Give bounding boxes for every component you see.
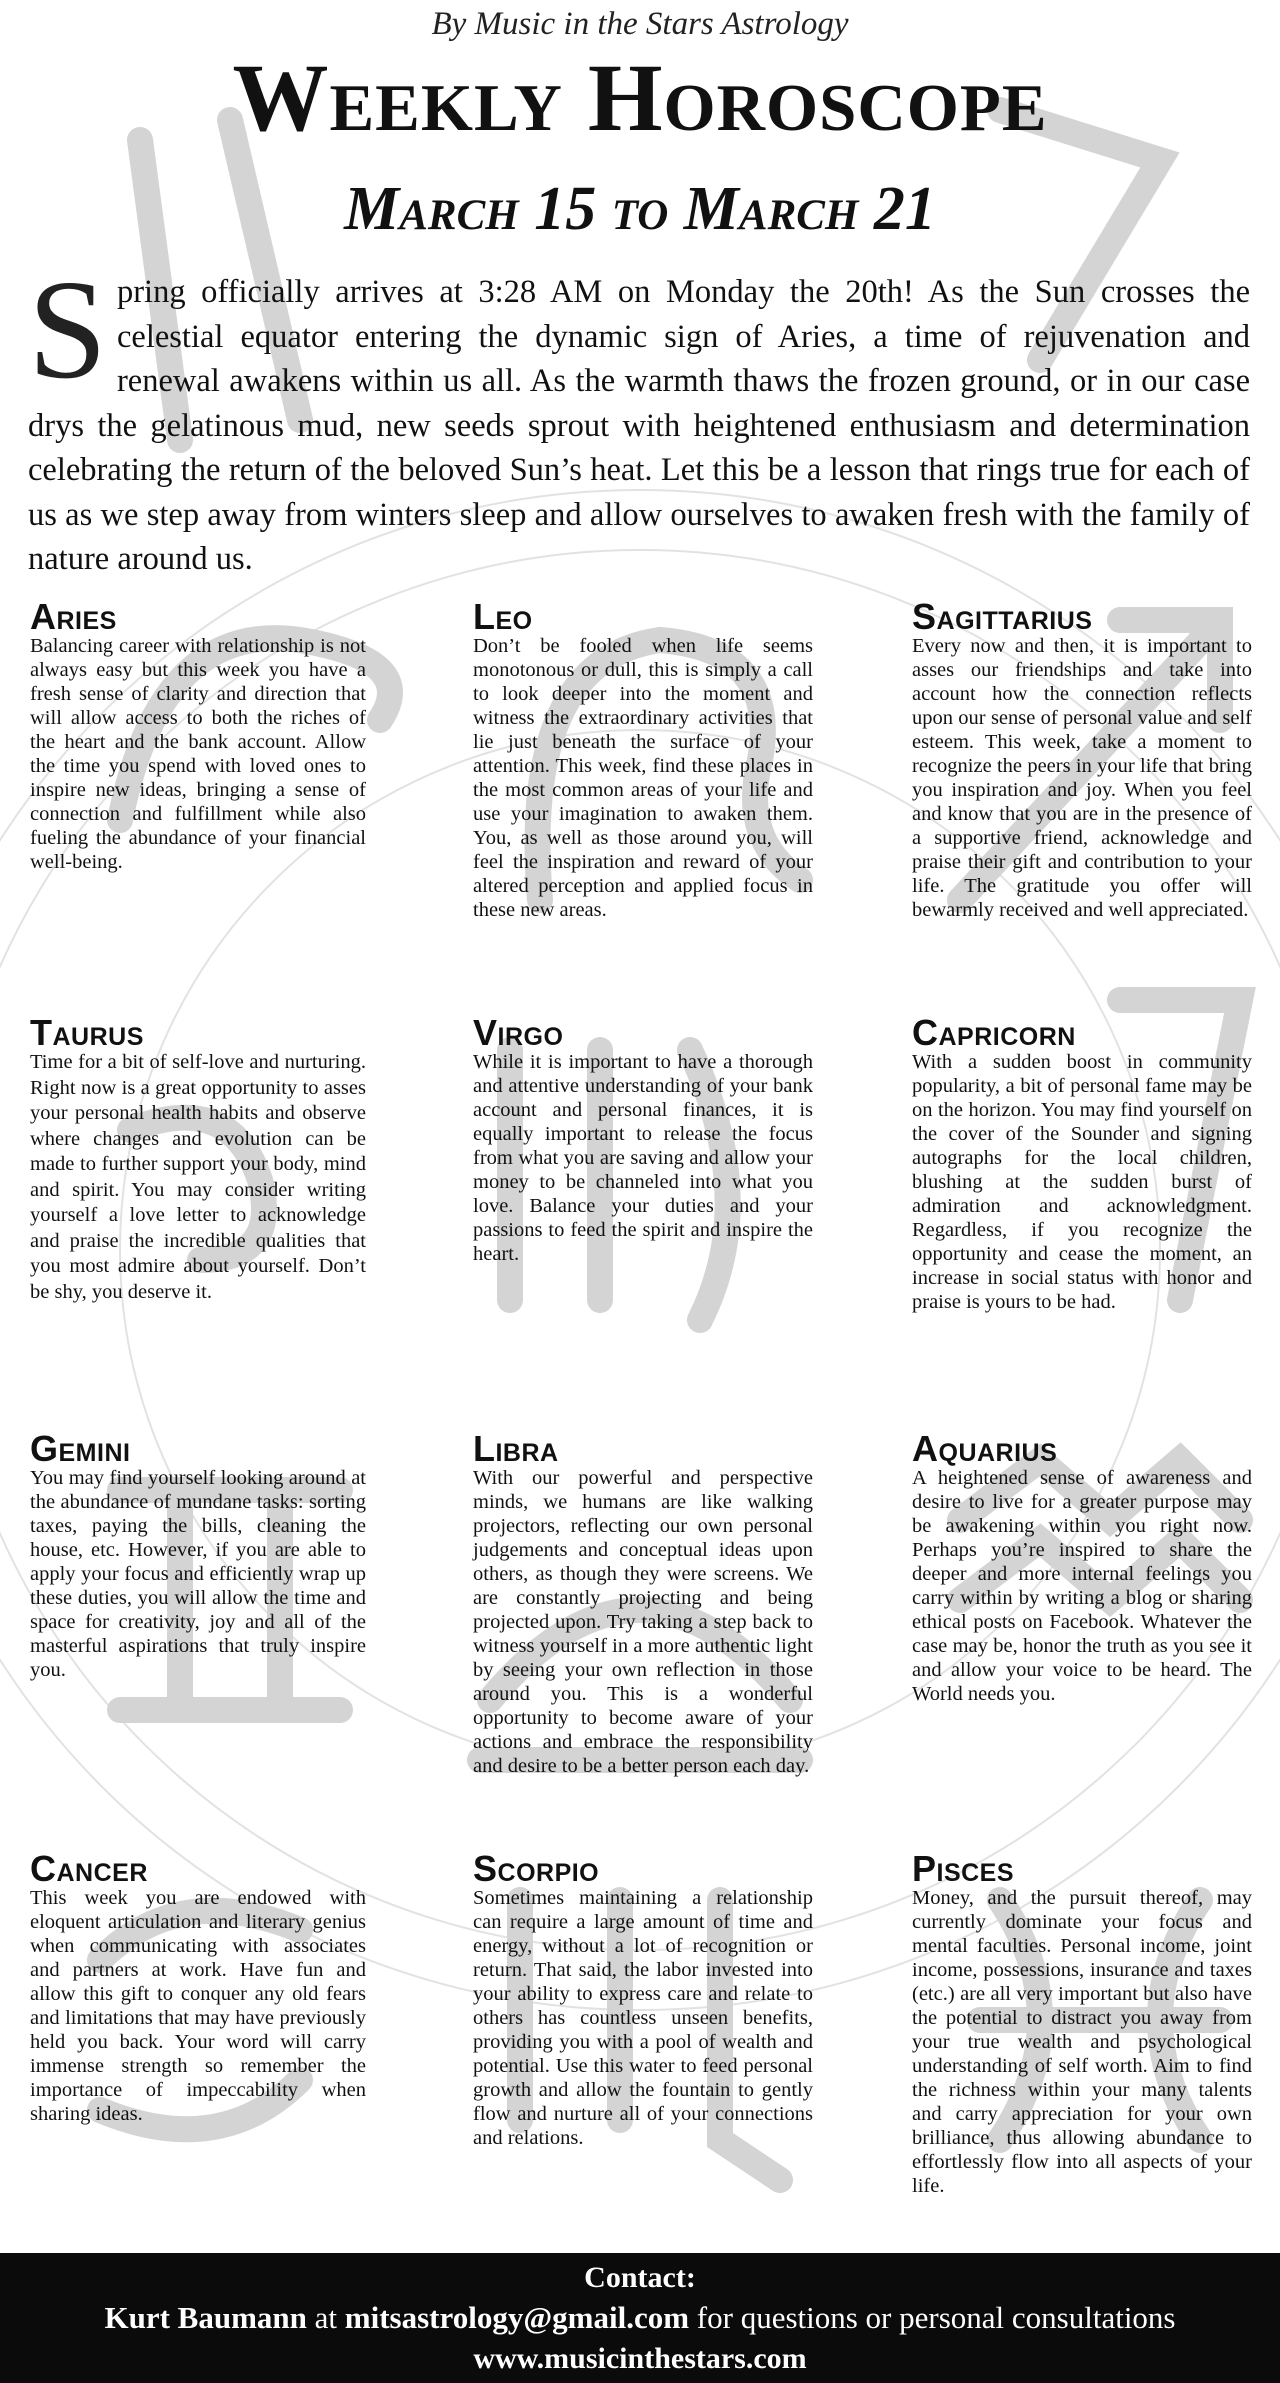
intro-dropcap: S: [28, 250, 107, 408]
sign-text-cancer: This week you are endowed with eloquent articulation and literary genius when communicating with associates and partners at work. Have fun and allow this gift to conquer any old fears and limitations that may have previously held you back. Your word will carry immense strength so remember the importance of impeccability when sharing ideas.: [30, 1887, 366, 2125]
sign-title-capricorn: Capricorn: [912, 1012, 1076, 1053]
page-title: Weekly Horoscope: [232, 44, 1048, 151]
sign-title-sagittarius: Sagittarius: [912, 596, 1093, 637]
sign-title-scorpio: Scorpio: [473, 1848, 600, 1889]
sign-text-sagittarius: Every now and then, it is important to asses our friendships and take into account how the connection reflects upon our sense of personal value and self esteem. This week, take a moment to recognize the peers in your life that bring you inspiration and joy. When you feel and know that you are in the presence of a supportive friend, acknowledge and praise their gift and contribution to your life. The gratitude you offer will bewarmly received and well appreciated.: [912, 635, 1252, 921]
byline: By Music in the Stars Astrology: [431, 6, 849, 42]
sign-taurus: [30, 1012, 366, 1305]
sign-text-taurus: Time for a bit of self-love and nurturing. Right now is a great opportunity to asses your personal health habits and observe where changes and evolution can be made to further support your body, mind and spirit. You may consider writing yourself a love letter to acknowledge and praise the incredible qualities that you most admire about yourself. Don’t be shy, you deserve it.: [30, 1051, 366, 1303]
sign-text-capricorn: With a sudden boost in community popularity, a bit of personal fame may be on the horizon. You may find yourself on the cover of the Sounder and signing autographs for the local children, blushing at the sudden burst of admiration and acknowledgment. Regardless, if you recognize the opportunity and cease the moment, an increase in social status with honor and praise is yours to be had.: [912, 1051, 1252, 1313]
sign-text-aries: Balancing career with relationship is not always easy but this week you have a fresh sense of clarity and direction that will allow access to both the riches of the heart and the bank account. Allow the time you spend with loved ones to inspire new ideas, bringing a sense of connection and fulfillment while also fueling the abundance of your financial well-being.: [30, 635, 366, 873]
sign-sagittarius: [912, 596, 1252, 922]
sign-text-pisces: Money, and the pursuit thereof, may currently dominate your focus and mental faculties. Personal income, joint income, possessions, insurance and taxes (etc.) are all very important but also have the potential to distract you away from your true wealth and psychological understanding of self worth. Aim to find the richness within your many talents and carry appreciation for your own brilliance, thus allowing abundance to effortlessly flow into all aspects of your life.: [912, 1887, 1252, 2197]
intro-text: pring officially arrives at 3:28 AM on Monday the 20th! As the Sun crosses the celestial equator entering the dynamic sign of Aries, a time of rejuvenation and renewal awakens within us all. As the warmth thaws the frozen ground, or in our case drys the gelatinous mud, new seeds sprout with heightened enthusiasm and determination celebrating the return of the beloved Sun’s heat. Let this be a lesson that rings true for each of us as we step away from winters sleep and allow ourselves to awaken fresh with the family of nature around us.: [28, 274, 1250, 577]
sign-title-aquarius: Aquarius: [912, 1428, 1058, 1469]
sign-scorpio: [473, 1848, 813, 2150]
sign-aries: [30, 596, 366, 874]
sign-title-taurus: Taurus: [30, 1012, 144, 1053]
sign-text-aquarius: A heightened sense of awareness and desire to live for a greater purpose may be awakening within you right now. Perhaps you’re inspired to share the deeper and more internal feelings you carry within by writing a blog or sharing ethical posts on Facebook. Whatever the case may be, honor the truth as you see it and allow your voice to be heard. The World needs you.: [912, 1467, 1252, 1705]
contact-at: at: [314, 2300, 338, 2335]
sign-capricorn: [912, 1012, 1252, 1314]
sign-text-gemini: You may find yourself looking around at the abundance of mundane tasks: sorting taxes, paying the bills, cleaning the house, etc. However, if you are able to apply your focus and efficiently wrap up these duties, you will allow the time and space for creativity, joy and all of the masterful aspirations that truly inspire you.: [30, 1467, 366, 1681]
sign-gemini: [30, 1428, 366, 1682]
website-link[interactable]: www.musicinthestars.com: [473, 2342, 807, 2375]
sign-title-gemini: Gemini: [30, 1428, 131, 1469]
sign-title-pisces: Pisces: [912, 1848, 1015, 1889]
sign-cancer: [30, 1848, 366, 2126]
sign-title-aries: Aries: [30, 596, 117, 637]
sign-title-cancer: Cancer: [30, 1848, 148, 1889]
contact-email-link[interactable]: mitsastrology@gmail.com: [344, 2300, 690, 2335]
sign-text-leo: Don’t be fooled when life seems monotonous or dull, this is simply a call to look deeper into the moment and witness the extraordinary activities that lie just beneath the surface of your attention. This week, find these places in the most common areas of your life and use your imagination to awaken them. You, as well as those around you, will feel the inspiration and reward of your altered perception and applied focus in these new areas.: [473, 635, 813, 921]
contact-footer: [0, 2253, 1280, 2383]
sign-libra: [473, 1428, 813, 1778]
sign-aquarius: [912, 1428, 1252, 1706]
sign-title-libra: Libra: [473, 1428, 559, 1469]
contact-line: [0, 2300, 1280, 2336]
sign-leo: [473, 596, 813, 922]
sign-text-virgo: While it is important to have a thorough and attentive understanding of your bank account and personal finances, it is equally important to release the focus from what you are saving and allow your money to be channeled into what you love. Balance your duties and your passions to feed the spirit and inspire the heart.: [473, 1051, 813, 1265]
contact-name: Kurt Baumann: [104, 2300, 307, 2335]
sign-title-virgo: Virgo: [473, 1012, 564, 1053]
sign-virgo: [473, 1012, 813, 1266]
contact-heading: Contact:: [584, 2261, 696, 2294]
intro-paragraph: [28, 250, 1250, 582]
contact-suffix: for questions or personal consultations: [696, 2300, 1176, 2335]
sign-title-leo: Leo: [473, 596, 533, 637]
sign-text-scorpio: Sometimes maintaining a relationship can require a large amount of time and energy, without a lot of recognition or return. That said, the labor invested into your ability to express care and relate to others has countless unseen benefits, providing you with a pool of wealth and potential. Use this water to feed personal growth and allow the fountain to gently flow and nurture all of your connections and relations.: [473, 1887, 813, 2149]
sign-text-libra: With our powerful and perspective minds, we humans are like walking projectors, reflecting our own personal judgements and conceptual ideas upon others, as though they were screens. We are constantly projecting and being projected upon. Try taking a step back to witness yourself in a more authentic light by seeing your own reflection in those around you. This is a wonderful opportunity to become aware of your actions and embrace the responsibility and desire to be a better person each day.: [473, 1467, 813, 1777]
date-range: March 15 to March 21: [344, 175, 936, 243]
sign-pisces: [912, 1848, 1252, 2198]
